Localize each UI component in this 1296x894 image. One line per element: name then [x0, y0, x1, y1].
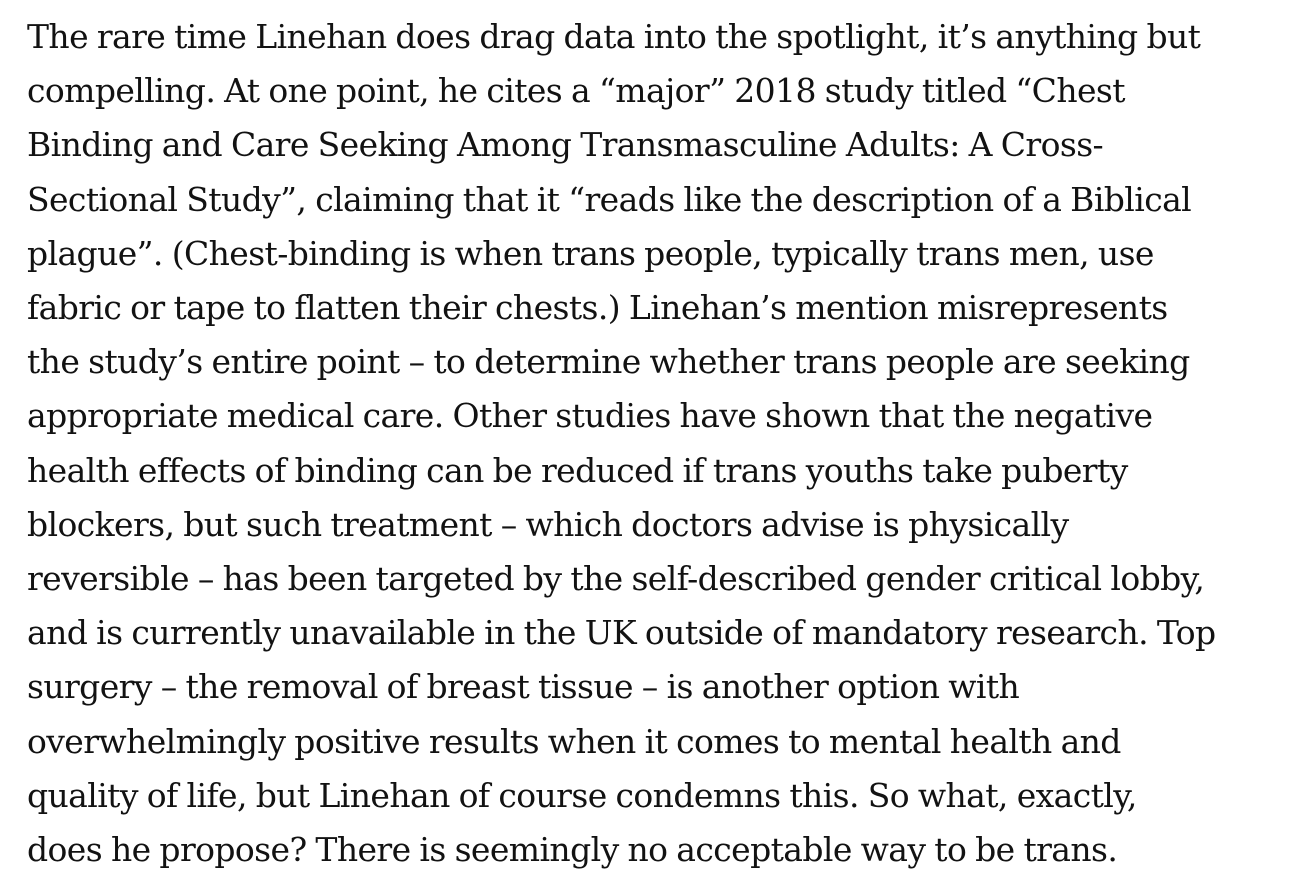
paragraph-line: blockers, but such treatment – which doctors advise is physically [27, 504, 1069, 544]
paragraph-line: overwhelmingly positive results when it comes to mental health and [27, 721, 1121, 761]
paragraph-line: Binding and Care Seeking Among Transmasculine Adults: A Cross- [27, 125, 1104, 165]
paragraph-line: The rare time Linehan does drag data into the spotlight, it’s anything but [27, 17, 1201, 56]
paragraph-line: appropriate medical care. Other studies have shown that the negative [27, 396, 1153, 436]
paragraph-line: does he propose? There is seemingly no acceptable way to be trans. [27, 830, 1118, 870]
paragraph-line: quality of life, but Linehan of course condemns this. So what, exactly, [27, 775, 1137, 815]
paragraph-line: health effects of binding can be reduced if trans youths take puberty [27, 450, 1128, 490]
paragraph-line: compelling. At one point, he cites a “major” 2018 study titled “Chest [27, 71, 1125, 111]
article-paragraph [27, 10, 1289, 877]
paragraph-line: plague”. (Chest-binding is when trans people, typically trans men, use [27, 233, 1154, 273]
paragraph-line: reversible – has been targeted by the self-described gender critical lobby, [27, 559, 1205, 599]
paragraph-line: fabric or tape to flatten their chests.) Linehan’s mention misrepresents [27, 288, 1168, 328]
paragraph-line: surgery – the removal of breast tissue – is another option with [27, 667, 1020, 707]
paragraph-line: and is currently unavailable in the UK outside of mandatory research. Top [27, 613, 1216, 653]
paragraph-line: the study’s entire point – to determine whether trans people are seeking [27, 342, 1190, 382]
paragraph-line: Sectional Study”, claiming that it “reads like the description of a Biblical [27, 179, 1192, 219]
